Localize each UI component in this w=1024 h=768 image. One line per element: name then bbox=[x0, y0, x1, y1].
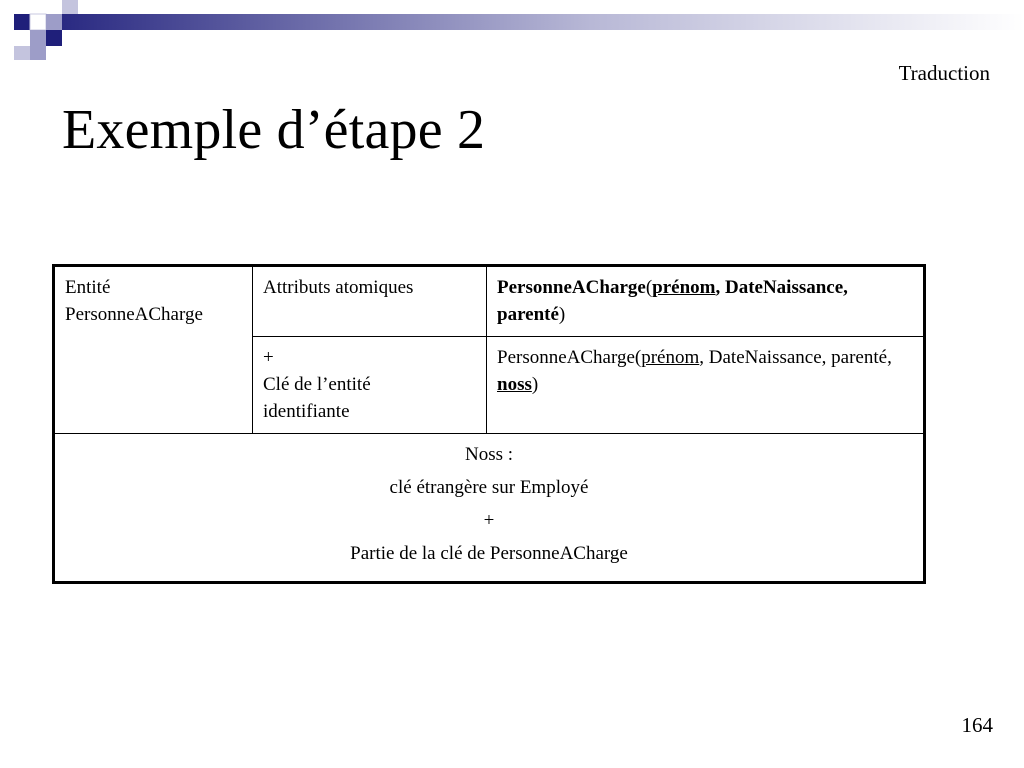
deco-square bbox=[14, 14, 30, 30]
slide-number: 164 bbox=[961, 713, 993, 737]
relation-schema-cell bbox=[487, 266, 925, 337]
relation-attributes: DateNaissance, parenté bbox=[497, 277, 848, 325]
foreign-key-attribute: noss bbox=[497, 374, 532, 395]
identifying-key-label-cont: identifiante bbox=[263, 401, 350, 422]
primary-key-attribute: prénom bbox=[641, 347, 700, 368]
primary-key-attribute: prénom bbox=[652, 277, 716, 298]
paren-close: ) bbox=[531, 374, 539, 395]
gradient-bar bbox=[62, 14, 1024, 30]
deco-square bbox=[46, 30, 62, 46]
deco-square bbox=[46, 14, 62, 30]
table-row bbox=[54, 434, 925, 583]
atomic-attributes-label: Attributs atomiques bbox=[263, 277, 414, 298]
paren-close: ) bbox=[558, 304, 566, 325]
deco-square bbox=[62, 0, 78, 14]
identifying-key-label-cell bbox=[253, 337, 487, 434]
note-line: + bbox=[483, 510, 495, 531]
slide-title: Exemple d’étape 2 bbox=[62, 99, 486, 161]
identifying-key-label: Clé de l’entité bbox=[263, 374, 371, 395]
title-decoration bbox=[0, 0, 1024, 62]
plus-sign: + bbox=[263, 347, 274, 368]
deco-square bbox=[30, 14, 46, 30]
deco-square bbox=[30, 30, 46, 46]
table-row bbox=[54, 266, 925, 337]
relation-attributes: , DateNaissance, parenté, bbox=[699, 347, 892, 368]
note-line: Noss : bbox=[464, 444, 514, 465]
foreign-key-note-cell bbox=[54, 434, 925, 583]
note-line: Partie de la clé de PersonneACharge bbox=[350, 543, 628, 564]
atomic-attributes-label-cell bbox=[253, 266, 487, 337]
entity-cell bbox=[54, 266, 253, 434]
translation-table bbox=[52, 264, 926, 584]
deco-square bbox=[14, 46, 30, 60]
paren-open: ( bbox=[645, 277, 653, 298]
note-line: clé étrangère sur Employé bbox=[389, 477, 589, 498]
section-label: Traduction bbox=[898, 61, 990, 85]
entity-label: Entité bbox=[65, 277, 111, 298]
entity-name: PersonneACharge bbox=[65, 304, 203, 325]
relation-schema-cell bbox=[487, 337, 925, 434]
separator: , bbox=[715, 277, 721, 298]
deco-square bbox=[30, 46, 46, 60]
relation-prefix: PersonneACharge( bbox=[497, 347, 642, 368]
relation-name: PersonneACharge bbox=[497, 277, 646, 298]
